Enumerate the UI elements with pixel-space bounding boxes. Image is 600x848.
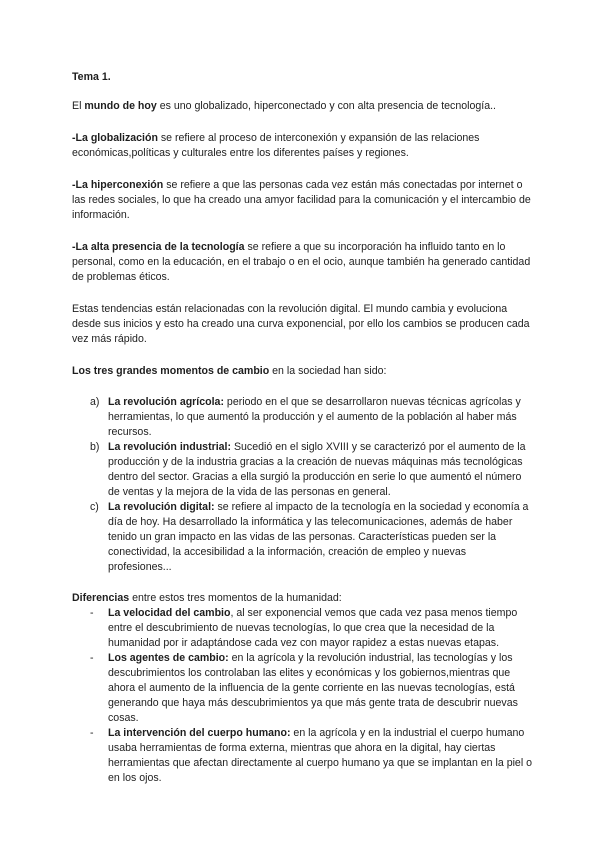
intro-bold: mundo de hoy bbox=[84, 100, 157, 112]
list-marker: b) bbox=[90, 441, 100, 453]
list-item bbox=[72, 726, 532, 786]
trends-paragraph: Estas tendencias están relacionadas con la revolución digital. El mundo cambia y evoluciona desde sus inicios y esto ha creado una curva exponencial, por ello los cambios se producen cada vez más rápido. bbox=[72, 303, 530, 345]
list-item-term: La revolución digital: bbox=[108, 501, 215, 513]
list-marker: - bbox=[90, 652, 94, 664]
list-item-text: Sucedió en el siglo XVIII y se caracterizó por el aumento de la producción y de la industria gracias a la creación de nuevas máquinas más tecnológicas dentro del sector. Gracias a ella surgió la producción en serie lo que aumentó el número de ventas y la mejora de la vida de las personas en general. bbox=[108, 441, 526, 498]
definition-globalizacion bbox=[72, 131, 532, 161]
list-item bbox=[72, 606, 532, 651]
list-item-term: La revolución industrial: bbox=[108, 441, 232, 453]
list-item bbox=[72, 395, 532, 440]
definition-hiperconexion bbox=[72, 178, 532, 223]
list-item-term: La intervención del cuerpo humano: bbox=[108, 727, 291, 739]
definition-tecnologia bbox=[72, 240, 532, 285]
list-item-text: en la agrícola y en la industrial el cuerpo humano usaba herramientas de forma externa, mientras que ahora en la digital, hay ciertas herramientas que afectan directamente al cuerpo humano ya que se implantan en la piel o en los ojos. bbox=[108, 727, 533, 784]
list-marker: a) bbox=[90, 396, 100, 408]
list-marker: - bbox=[90, 607, 94, 619]
list-item-text: periodo en el que se desarrollaron nuevas técnicas agrícolas y herramientas, lo que aumentó la producción y el aumento de la población al haber más recursos. bbox=[108, 396, 521, 438]
moments-heading bbox=[72, 364, 532, 379]
list-item-term: La revolución agrícola: bbox=[108, 396, 224, 408]
list-item bbox=[72, 440, 532, 500]
intro-paragraph bbox=[72, 99, 532, 114]
definition-text: se refiere al proceso de interconexión y expansión de las relaciones económicas,políticas y culturales entre los diferentes países y regiones. bbox=[72, 132, 480, 159]
moments-heading-text: en la sociedad han sido: bbox=[269, 365, 387, 377]
list-item-text: , al ser exponencial vemos que cada vez pasa menos tiempo entre el descubrimiento de nuevas tecnologías, lo que crea que la necesidad de la humanidad por ir adaptándose cada vez con mayor rapidez a estas nuevas etapas. bbox=[108, 607, 518, 649]
list-marker: - bbox=[90, 727, 94, 739]
definition-term: -La alta presencia de la tecnología bbox=[72, 241, 245, 253]
document-title: Tema 1. bbox=[72, 71, 111, 83]
definition-term: -La hiperconexión bbox=[72, 179, 164, 191]
list-item-term: Los agentes de cambio: bbox=[108, 652, 229, 664]
differences-heading-bold: Diferencias bbox=[72, 592, 130, 604]
list-marker: c) bbox=[90, 501, 99, 513]
moments-heading-bold: Los tres grandes momentos de cambio bbox=[72, 365, 270, 377]
intro-post: es uno globalizado, hiperconectado y con alta presencia de tecnología.. bbox=[156, 100, 496, 112]
list-item bbox=[72, 651, 532, 726]
list-item-text: en la agrícola y la revolución industrial, las tecnologías y los descubrimientos los controlaban las elites y económicas y los gobiernos,mientras que ahora el aumento de la influencia de la gente corriente en las nuevas tecnologías, está generando que haya más descubrimientos ya que más gente trata de descubrir nuevas cosas. bbox=[108, 652, 518, 724]
intro-pre: El bbox=[72, 100, 85, 112]
list-item-term: La velocidad del cambio bbox=[108, 607, 231, 619]
differences-heading bbox=[72, 591, 532, 606]
list-item-text: se refiere al impacto de la tecnología en la sociedad y economía a día de hoy. Ha desarrollado la informática y las telecomunicaciones, además de haber tenido un gran impacto en las vidas de las personas. Características pueden ser la conectividad, la accesibilidad a la información, creación de empleo y nuevas profesiones... bbox=[108, 501, 529, 573]
differences-heading-text: entre estos tres momentos de la humanidad: bbox=[129, 592, 342, 604]
moments-list bbox=[72, 395, 532, 575]
definition-term: -La globalización bbox=[72, 132, 158, 144]
definition-text: se refiere a que las personas cada vez están más conectadas por internet o las redes sociales, lo que ha creado una amyor facilidad para la comunicación y el intercambio de información. bbox=[72, 179, 531, 221]
definition-text: se refiere a que su incorporación ha influido tanto en lo personal, como en la educación, en el trabajo o en el ocio, aunque también ha generado cantidad de problemas éticos. bbox=[72, 241, 531, 283]
document-body bbox=[72, 70, 532, 786]
list-item bbox=[72, 500, 532, 575]
differences-list bbox=[72, 606, 532, 786]
